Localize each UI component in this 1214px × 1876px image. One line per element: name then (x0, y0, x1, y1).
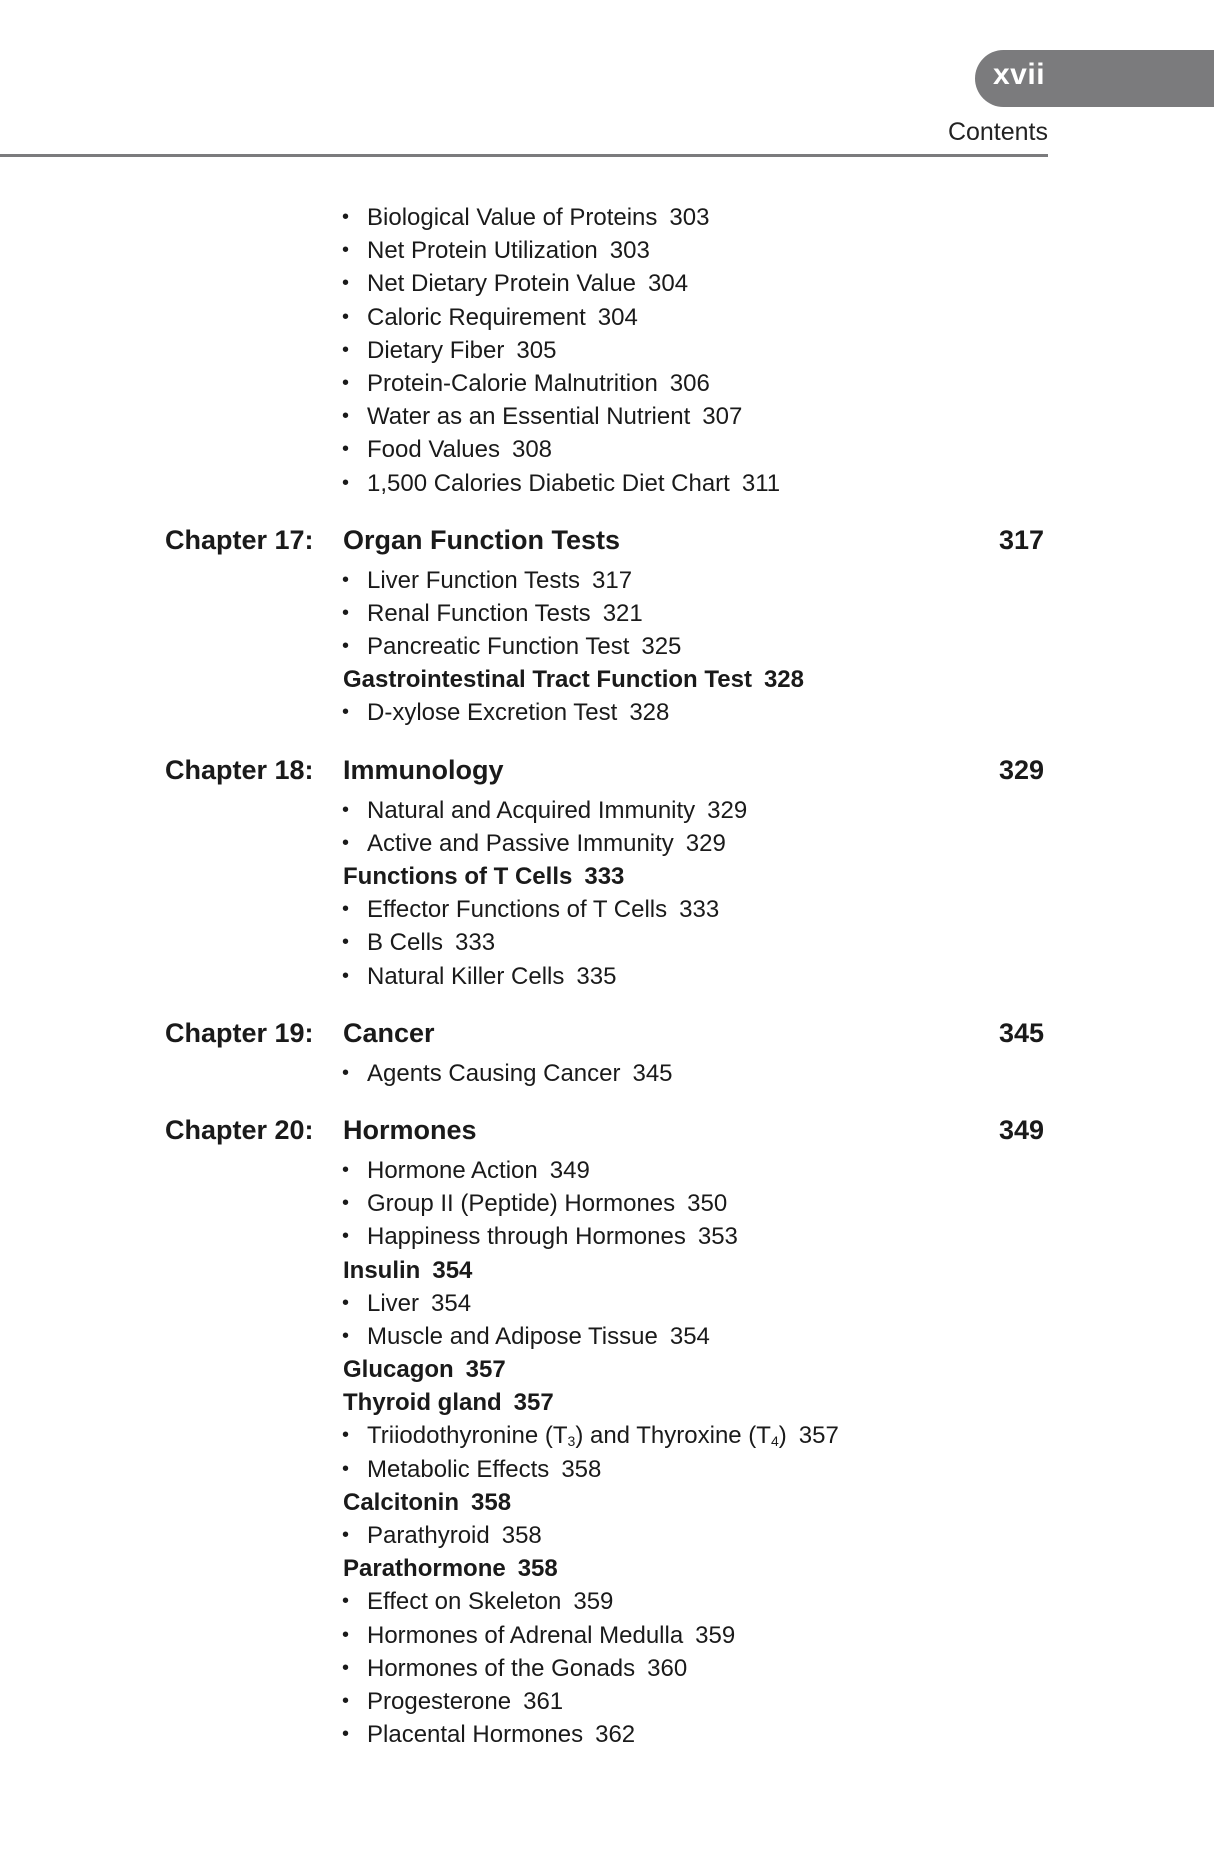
subsection-entry[interactable] (0, 1220, 1214, 1253)
entry-title (367, 1320, 710, 1353)
entry-title (367, 1652, 687, 1685)
entry-page-number: 333 (455, 929, 496, 957)
chapter-heading[interactable] (0, 1110, 1214, 1150)
entry-title (367, 1287, 471, 1320)
entry-title (367, 1057, 673, 1090)
entry-page-number: 358 (561, 1455, 602, 1483)
subsection-entry[interactable] (0, 827, 1214, 860)
entry-page-number: 333 (584, 863, 625, 890)
entry-title (343, 1353, 506, 1386)
entry-text: Group II (Peptide) Hormones (367, 1190, 676, 1218)
subsection-entry[interactable] (0, 597, 1214, 630)
entry-title (343, 1254, 472, 1287)
entry-text: Functions of T Cells (343, 863, 573, 890)
subsection-entry[interactable] (0, 267, 1214, 300)
entry-text: Renal Function Tests (367, 599, 591, 627)
chapter-title: Hormones (343, 1114, 477, 1145)
entry-text: Natural and Acquired Immunity (367, 796, 696, 824)
entry-title (367, 1619, 735, 1652)
subsection-entry[interactable] (0, 367, 1214, 400)
subsection-entry[interactable] (0, 1320, 1214, 1353)
entry-text: Agents Causing Cancer (367, 1059, 621, 1087)
entry-text: Caloric Requirement (367, 303, 586, 331)
entry-text: Liver Function Tests (367, 566, 580, 594)
bullet-icon: • (342, 1324, 350, 1347)
entry-title (343, 1552, 558, 1585)
entry-title (367, 433, 552, 466)
entry-text: Happiness through Hormones (367, 1223, 686, 1251)
entry-page-number: 361 (523, 1687, 564, 1715)
bullet-icon: • (342, 1623, 350, 1646)
entry-page-number: 358 (471, 1488, 512, 1516)
entry-text: Pancreatic Function Test (367, 633, 630, 661)
subsection-entry[interactable] (0, 1453, 1214, 1486)
subsection-entry[interactable] (0, 564, 1214, 597)
entry-title (367, 960, 616, 993)
entry-page-number: 357 (798, 1422, 839, 1450)
entry-page-number: 328 (629, 699, 670, 727)
entry-page-number: 353 (697, 1223, 738, 1251)
entry-page-number: 304 (648, 270, 689, 298)
bullet-icon: • (342, 635, 350, 658)
entry-text: Parathormone (343, 1555, 506, 1583)
entry-text-part: ) (778, 1422, 787, 1450)
running-title: Contents (947, 118, 1048, 146)
chapter-label: Chapter 18: (165, 754, 314, 785)
section-entry[interactable] (0, 1486, 1214, 1519)
section-entry[interactable] (0, 1552, 1214, 1585)
entry-title (367, 467, 780, 500)
section-entry[interactable] (0, 1254, 1214, 1287)
entry-page-number: 358 (501, 1522, 542, 1549)
chapter-page-number: 345 (998, 1017, 1044, 1048)
subsection-entry[interactable] (0, 1519, 1214, 1552)
entry-page-number: 308 (511, 436, 553, 464)
entry-title (343, 663, 804, 696)
entry-text: Hormone Action (367, 1156, 538, 1184)
entry-page-number: 305 (516, 336, 557, 364)
bullet-icon: • (342, 272, 350, 295)
subsection-entry[interactable] (0, 201, 1214, 234)
entry-title (367, 1519, 542, 1552)
entry-page-number: 357 (513, 1389, 554, 1417)
entry-title (367, 367, 710, 400)
entry-page-number: 359 (695, 1621, 736, 1649)
subsection-entry[interactable] (0, 794, 1214, 827)
entry-page-number: 303 (669, 204, 710, 231)
entry-text: Biological Value of Proteins (367, 204, 658, 231)
entry-text: Natural Killer Cells (367, 962, 565, 990)
subsection-entry[interactable] (0, 1718, 1214, 1751)
entry-text: Water as an Essential Nutrient (367, 403, 691, 431)
bullet-icon: • (342, 405, 350, 428)
entry-page-number: 360 (647, 1654, 688, 1682)
bullet-icon: • (342, 239, 350, 262)
entry-page-number: 349 (549, 1156, 590, 1184)
entry-page-number: 321 (602, 599, 643, 627)
entry-title (367, 201, 709, 234)
subsection-entry[interactable] (0, 1057, 1214, 1090)
bullet-icon: • (342, 305, 350, 328)
bullet-icon: • (342, 1457, 350, 1480)
entry-page-number: 354 (669, 1322, 710, 1350)
entry-title (367, 1718, 635, 1751)
bullet-icon: • (342, 568, 350, 591)
entry-title (367, 893, 719, 926)
entry-title (367, 1154, 590, 1187)
subsection-entry[interactable] (0, 1685, 1214, 1718)
subsection-entry[interactable] (0, 334, 1214, 367)
entry-title (367, 334, 556, 367)
entry-text: Muscle and Adipose Tissue (367, 1322, 658, 1350)
entry-text: Dietary Fiber (367, 336, 505, 364)
chapter-heading[interactable] (0, 1013, 1214, 1053)
chapter-title: Immunology (343, 754, 504, 785)
entry-text: Calcitonin (343, 1488, 460, 1516)
entry-text: Hormones of Adrenal Medulla (367, 1621, 684, 1649)
entry-page-number: 335 (576, 962, 617, 990)
bullet-icon: • (342, 1158, 350, 1181)
bullet-icon: • (342, 1656, 350, 1679)
entry-page-number: 311 (741, 469, 781, 497)
subsection-entry[interactable] (0, 1619, 1214, 1652)
entry-title (367, 564, 632, 597)
entry-text: D-xylose Excretion Test (367, 699, 618, 727)
subsection-entry[interactable] (0, 433, 1214, 466)
subsection-entry[interactable] (0, 301, 1214, 334)
entry-title (367, 301, 638, 334)
entry-page-number: 325 (641, 633, 682, 661)
entry-page-number: 359 (573, 1588, 614, 1616)
subsection-entry[interactable] (0, 1154, 1214, 1187)
entry-text: Progesterone (367, 1687, 512, 1715)
page-number-badge (975, 50, 1214, 107)
entry-page-number: 304 (597, 303, 638, 331)
entry-title (367, 630, 681, 663)
subsection-entry[interactable] (0, 630, 1214, 663)
entry-title (367, 696, 669, 729)
chapter-heading[interactable] (0, 520, 1214, 560)
chapter-page-number: 349 (998, 1114, 1044, 1145)
entry-text: Hormones of the Gonads (367, 1654, 636, 1682)
bullet-icon: • (342, 1291, 350, 1314)
entry-text: Effect on Skeleton (367, 1588, 562, 1616)
bullet-icon: • (342, 338, 350, 361)
bullet-icon: • (342, 798, 350, 821)
entry-text: Glucagon (343, 1356, 454, 1384)
entry-page-number: 345 (632, 1059, 673, 1087)
entry-title (343, 1386, 554, 1419)
entry-title (367, 827, 726, 860)
entry-text: Active and Passive Immunity (367, 829, 674, 857)
entry-title (367, 597, 643, 630)
bullet-icon: • (342, 1192, 350, 1215)
entry-text: Protein-Calorie Malnutrition (367, 369, 658, 397)
bullet-icon: • (342, 964, 350, 987)
bullet-icon: • (342, 1524, 350, 1546)
entry-text: Thyroid gland (343, 1389, 502, 1417)
entry-page-number: 354 (431, 1289, 472, 1317)
entry-text: Placental Hormones (367, 1721, 584, 1749)
subsection-entry[interactable] (0, 400, 1214, 433)
bullet-icon: • (342, 831, 350, 854)
subscript: 4 (770, 1433, 779, 1450)
entry-title (367, 794, 747, 827)
entry-title (367, 1453, 601, 1486)
entry-page-number: 350 (687, 1190, 728, 1218)
entry-title (343, 860, 624, 893)
bullet-icon: • (342, 1225, 350, 1248)
subsection-entry[interactable] (0, 1652, 1214, 1685)
entry-text: Insulin (343, 1256, 421, 1284)
entry-page-number: 328 (763, 666, 804, 694)
bullet-icon: • (342, 371, 350, 394)
entry-text: Liver (367, 1289, 420, 1317)
subsection-entry[interactable] (0, 467, 1214, 500)
entry-title (367, 1220, 738, 1253)
chapter-page-number: 329 (998, 754, 1044, 785)
entry-text: Metabolic Effects (367, 1455, 550, 1483)
entry-title (367, 400, 742, 433)
entry-page-number: 354 (432, 1256, 473, 1284)
chapter-label: Chapter 20: (165, 1114, 314, 1145)
chapter-title: Organ Function Tests (343, 524, 621, 555)
bullet-icon: • (342, 601, 350, 624)
bullet-icon: • (342, 206, 350, 228)
entry-page-number: 329 (707, 796, 748, 824)
bullet-icon: • (342, 931, 350, 954)
bullet-icon: • (342, 1590, 350, 1613)
entry-text: B Cells (367, 929, 444, 957)
entry-text-part: ) and Thyroxine (T (575, 1422, 771, 1450)
entry-text: Gastrointestinal Tract Function Test (343, 666, 752, 694)
subsection-entry[interactable] (0, 1287, 1214, 1320)
section-entry[interactable] (0, 1386, 1214, 1419)
bullet-icon: • (342, 1424, 350, 1447)
subsection-entry[interactable] (0, 1187, 1214, 1220)
entry-page-number: 358 (517, 1555, 558, 1583)
entry-page-number: 333 (679, 896, 720, 924)
section-entry[interactable] (0, 663, 1214, 696)
bullet-icon: • (342, 438, 350, 461)
entry-text: Effector Functions of T Cells (367, 896, 668, 924)
subscript: 3 (567, 1433, 576, 1450)
entry-page-number: 317 (592, 566, 633, 594)
entry-page-number: 329 (685, 829, 726, 857)
chapter-label: Chapter 19: (165, 1017, 314, 1048)
entry-text: Net Protein Utilization (367, 237, 598, 265)
entry-page-number: 303 (609, 237, 650, 265)
subsection-entry[interactable] (0, 1419, 1214, 1452)
bullet-icon: • (342, 898, 350, 921)
bullet-icon: • (342, 1723, 350, 1746)
entry-title (367, 267, 688, 300)
entry-page-number: 362 (595, 1721, 636, 1749)
entry-title (367, 1685, 563, 1718)
bullet-icon: • (342, 701, 350, 724)
subsection-entry[interactable] (0, 1585, 1214, 1618)
entry-title (367, 234, 650, 267)
bullet-icon: • (342, 1061, 350, 1084)
entry-text-part: Triiodothyronine (T (367, 1422, 568, 1450)
entry-page-number: 357 (465, 1356, 506, 1384)
entry-text: Net Dietary Protein Value (367, 270, 637, 298)
entry-title (367, 1187, 727, 1220)
entry-text: Food Values (367, 436, 500, 464)
section-entry[interactable] (0, 860, 1214, 893)
entry-title (367, 1419, 839, 1452)
chapter-page-number: 317 (998, 524, 1044, 555)
section-entry[interactable] (0, 1353, 1214, 1386)
page-number: xvii (993, 58, 1046, 91)
entry-page-number: 306 (669, 369, 710, 397)
subsection-entry[interactable] (0, 234, 1214, 267)
entry-title (343, 1486, 511, 1519)
entry-page-number: 307 (702, 403, 743, 431)
header-rule (0, 154, 1048, 157)
entry-title (367, 926, 495, 959)
chapter-heading[interactable] (0, 750, 1214, 790)
subsection-entry[interactable] (0, 696, 1214, 729)
entry-text: 1,500 Calories Diabetic Diet Chart (367, 469, 730, 497)
entry-title (367, 1585, 613, 1618)
bullet-icon: • (342, 1689, 350, 1712)
chapter-title: Cancer (343, 1017, 435, 1048)
subsection-entry[interactable] (0, 893, 1214, 926)
entry-text: Parathyroid (367, 1522, 490, 1549)
table-of-contents (0, 201, 1214, 1751)
subsection-entry[interactable] (0, 960, 1214, 993)
chapter-label: Chapter 17: (165, 524, 314, 555)
bullet-icon: • (342, 471, 350, 494)
subsection-entry[interactable] (0, 926, 1214, 959)
